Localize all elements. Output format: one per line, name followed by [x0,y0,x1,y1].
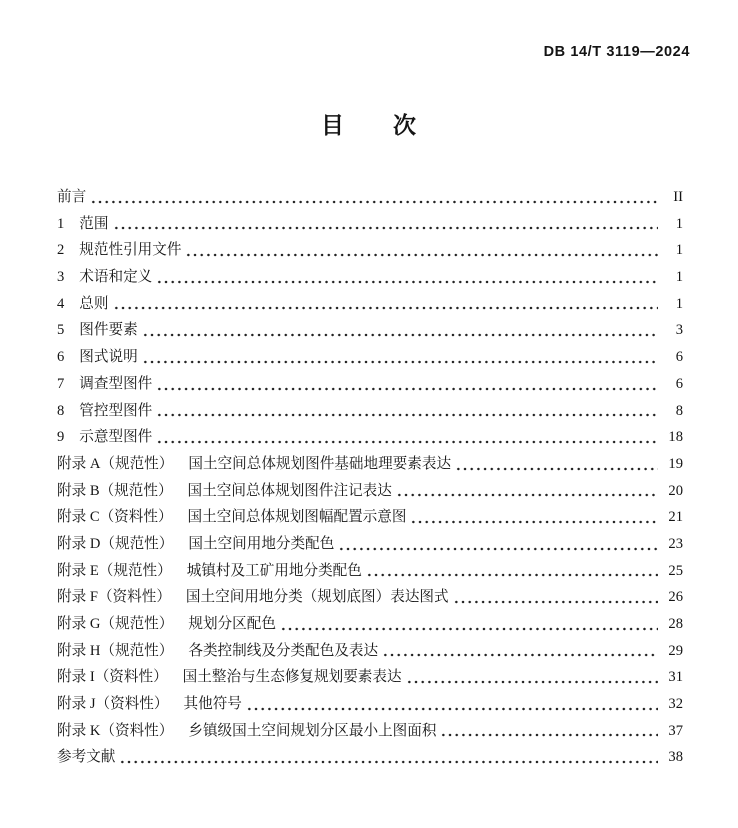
toc-entry-label: 范围 [79,215,109,232]
toc-entry-label: 规划分区配色 [188,616,276,632]
toc-entry[interactable] [57,184,683,211]
toc-entry-prefix: 附录 J（资料性） [57,696,169,713]
standard-number: DB 14/T 3119—2024 [543,44,690,60]
toc-entry-prefix: 附录 K（资料性） [57,722,174,739]
toc-entry-page-number: 18 [668,429,683,446]
toc-entry-label: 示意型图件 [79,429,153,446]
toc-entry-label: 城镇村及工矿用地分类配色 [186,562,362,579]
toc-entry-page-number: 20 [668,482,683,499]
toc-entry-prefix: 附录 E（规范性） [57,562,172,579]
toc-entry-prefix: 6 [57,349,65,366]
dotted-leader [142,333,658,337]
toc-entry-page-number: II [673,189,683,205]
toc-entry[interactable] [57,611,683,638]
dotted-leader [113,306,659,310]
dotted-leader [406,680,658,684]
toc-entry[interactable] [57,211,683,238]
toc-entry-label: 国土空间用地分类（规划底图）表达图式 [185,589,449,606]
toc-entry-prefix: 3 [57,269,65,286]
toc-entry-label: 国土空间总体规划图件注记表达 [187,482,392,499]
toc-entry-prefix: 7 [57,375,65,392]
toc-entry[interactable] [57,317,683,344]
toc-entry[interactable] [57,558,683,585]
dotted-leader [119,760,658,764]
toc-entry[interactable] [57,664,683,691]
dotted-leader [90,200,658,204]
toc-entry-prefix: 8 [57,402,65,419]
table-of-contents [57,184,683,771]
toc-entry-label: 国土空间总体规划图件基础地理要素表达 [188,455,452,472]
dotted-leader [366,573,658,577]
toc-entry-page-number: 1 [675,242,683,259]
dotted-leader [156,440,658,444]
toc-entry-label: 总则 [79,295,109,312]
toc-entry[interactable] [57,691,683,718]
toc-entry[interactable] [57,638,683,665]
toc-entry-prefix: 附录 C（资料性） [57,509,173,526]
toc-entry-page-number: 1 [675,269,683,286]
toc-entry-page-number: 19 [668,455,683,472]
dotted-leader [142,360,658,364]
toc-entry-page-number: 38 [668,749,683,766]
dotted-leader [246,707,658,711]
dotted-leader [280,627,658,631]
toc-entry-prefix: 附录 G（规范性） [57,616,174,632]
toc-entry-page-number: 26 [668,589,683,606]
toc-entry-prefix: 附录 A（规范性） [57,455,174,472]
toc-entry-prefix: 附录 D（规范性） [57,535,174,552]
toc-entry-label: 各类控制线及分类配色及表达 [188,642,379,659]
dotted-leader [455,467,658,471]
toc-entry-page-number: 21 [668,509,683,526]
toc-entry[interactable] [57,531,683,558]
toc-entry-page-number: 32 [668,696,683,713]
toc-entry-page-number: 8 [675,402,683,419]
toc-entry[interactable] [57,718,683,745]
dotted-leader [396,493,658,497]
toc-entry[interactable] [57,398,683,425]
toc-entry-prefix: 附录 B（规范性） [57,482,173,499]
toc-entry-label: 管控型图件 [79,402,153,419]
toc-entry-page-number: 1 [675,215,683,232]
toc-entry-label: 术语和定义 [79,269,153,286]
dotted-leader [156,413,658,417]
toc-entry-page-number: 6 [675,349,683,366]
toc-entry-label: 规范性引用文件 [79,242,182,259]
toc-entry-prefix: 9 [57,429,65,446]
toc-entry[interactable] [57,451,683,478]
toc-entry-page-number: 6 [675,375,683,392]
toc-entry[interactable] [57,424,683,451]
dotted-leader [382,653,658,657]
toc-entry[interactable] [57,744,683,771]
toc-entry-prefix: 2 [57,242,65,259]
toc-entry-page-number: 37 [668,722,683,739]
dotted-leader [156,387,658,391]
toc-entry-label: 国土空间用地分类配色 [188,535,335,552]
dotted-leader [410,520,658,524]
toc-entry-page-number: 1 [675,295,683,312]
toc-entry[interactable] [57,478,683,505]
toc-entry-page-number: 29 [668,642,683,659]
toc-entry-page-number: 25 [668,562,683,579]
toc-entry-label: 其他符号 [183,696,242,713]
dotted-leader [185,253,658,257]
toc-entry-label: 参考文献 [57,749,116,766]
toc-entry[interactable] [57,344,683,371]
toc-entry-prefix: 1 [57,215,65,232]
toc-entry-label: 图件要素 [79,322,138,339]
dotted-leader [113,226,659,230]
dotted-leader [440,733,658,737]
dotted-leader [453,600,658,604]
toc-entry[interactable] [57,264,683,291]
toc-entry[interactable] [57,371,683,398]
toc-entry-label: 国土空间总体规划图幅配置示意图 [187,509,407,526]
toc-entry-page-number: 3 [675,322,683,339]
dotted-leader [156,280,658,284]
page-title: 目 次 [321,112,417,138]
toc-entry-prefix: 附录 I（资料性） [57,669,168,686]
toc-entry-prefix: 附录 F（资料性） [57,589,171,606]
toc-entry-page-number: 31 [668,669,683,686]
toc-entry-prefix: 附录 H（规范性） [57,642,174,659]
toc-entry-label: 乡镇级国土空间规划分区最小上图面积 [188,722,437,739]
toc-entry-label: 前言 [57,189,87,205]
toc-entry[interactable] [57,237,683,264]
toc-entry-label: 图式说明 [79,349,138,366]
toc-entry-label: 国土整治与生态修复规划要素表达 [182,669,402,686]
toc-entry[interactable] [57,504,683,531]
toc-entry[interactable] [57,584,683,611]
toc-entry[interactable] [57,291,683,318]
toc-entry-page-number: 28 [668,616,683,632]
toc-entry-prefix: 4 [57,295,65,312]
dotted-leader [338,547,658,551]
toc-entry-prefix: 5 [57,322,65,339]
toc-entry-label: 调查型图件 [79,375,153,392]
toc-entry-page-number: 23 [668,535,683,552]
